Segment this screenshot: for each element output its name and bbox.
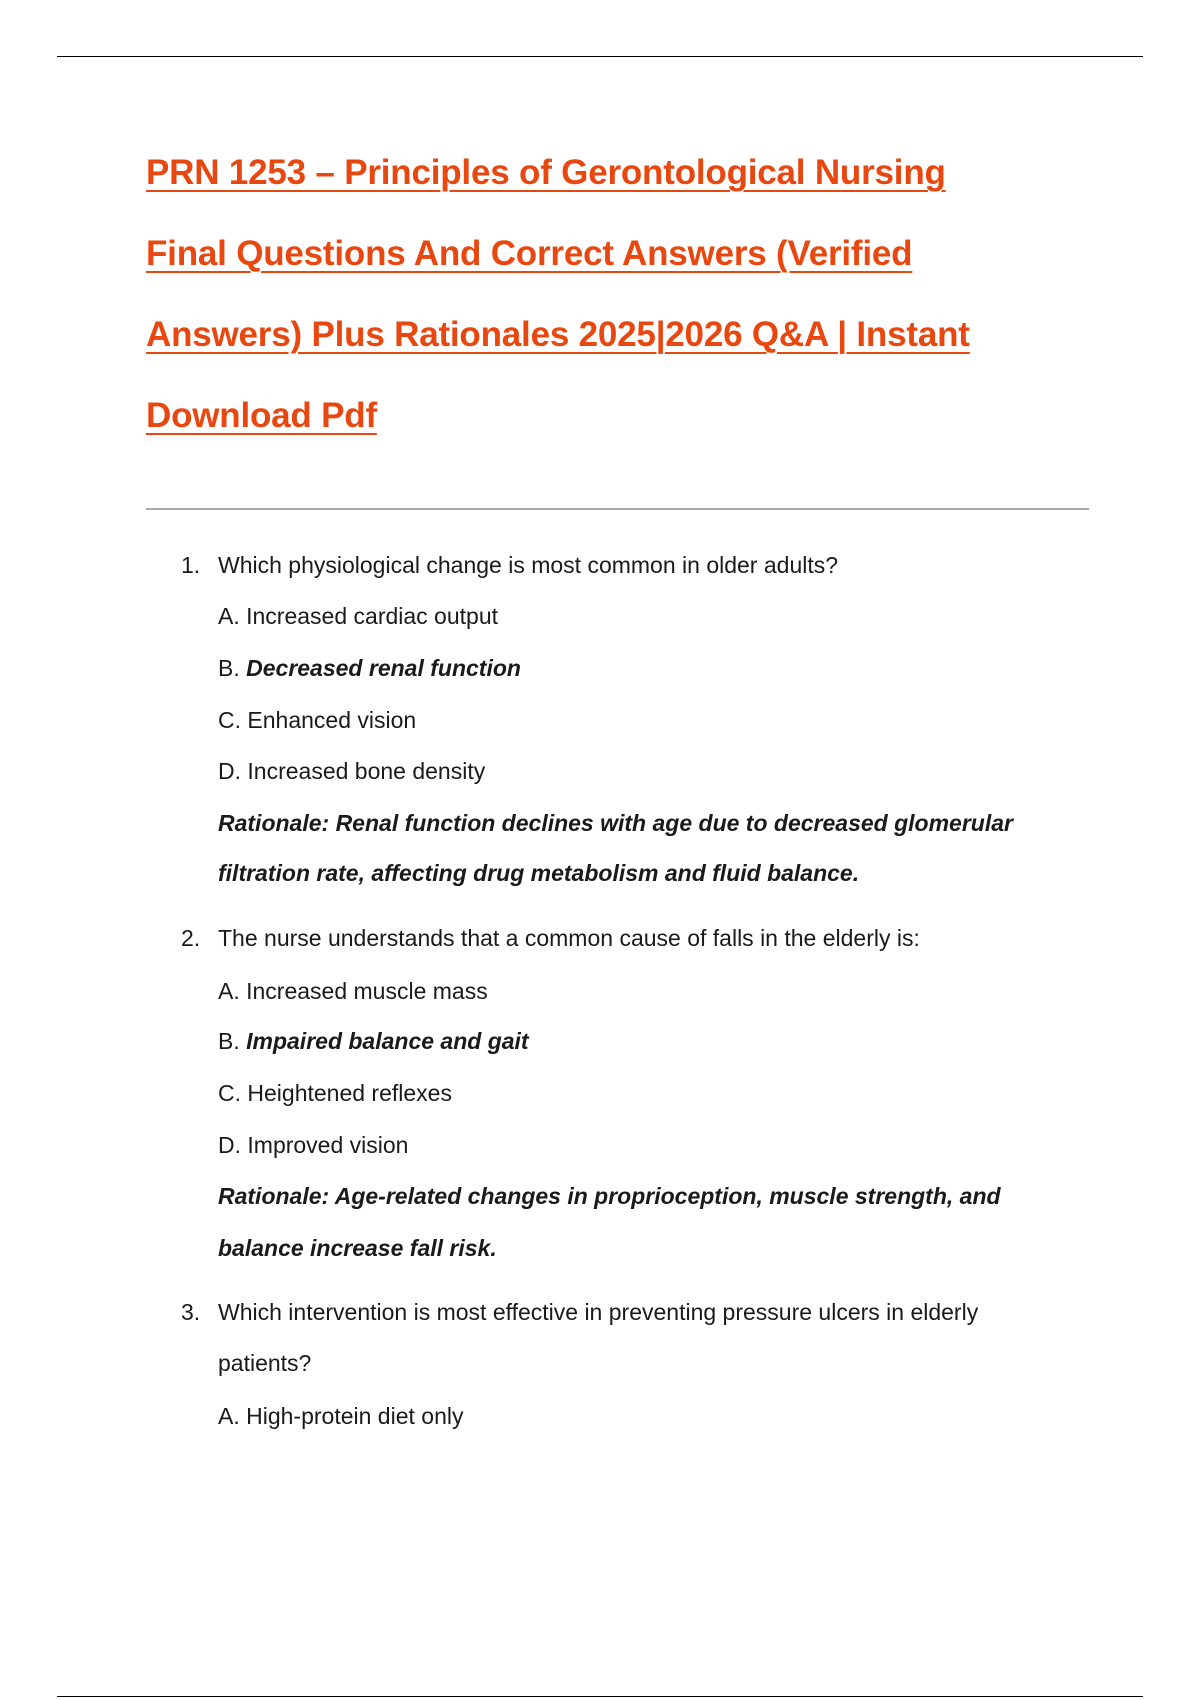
option-d: D. Increased bone density	[218, 758, 486, 784]
question-number: 3.	[181, 1299, 201, 1325]
title-line-4: Download Pdf	[146, 396, 377, 435]
question-text: Which physiological change is most common in older adults?	[218, 552, 839, 578]
question-text: The nurse understands that a common cause of falls in the elderly is:	[218, 925, 920, 951]
option-a: A. High-protein diet only	[218, 1403, 464, 1429]
option-d: D. Improved vision	[218, 1132, 409, 1158]
option-a: A. Increased cardiac output	[218, 603, 499, 629]
rationale-line-2: balance increase fall risk.	[218, 1235, 497, 1261]
question-number: 2.	[181, 925, 201, 951]
rationale-line-1: Rationale: Renal function declines with age due to decreased glomerular	[218, 810, 1013, 836]
correct-answer: Decreased renal function	[246, 655, 521, 681]
correct-answer: Impaired balance and gait	[246, 1028, 529, 1054]
option-c: C. Heightened reflexes	[218, 1080, 452, 1106]
bottom-rule	[57, 1696, 1143, 1697]
option-b: B. Decreased renal function	[218, 655, 521, 681]
title-line-2: Final Questions And Correct Answers (Verified	[146, 234, 913, 273]
option-c: C. Enhanced vision	[218, 707, 417, 733]
top-rule	[57, 56, 1143, 57]
section-divider	[146, 508, 1089, 510]
rationale-line-2: filtration rate, affecting drug metabolism and fluid balance.	[218, 860, 860, 886]
rationale-line-1: Rationale: Age-related changes in proprioception, muscle strength, and	[218, 1183, 1001, 1209]
title-line-3: Answers) Plus Rationales 2025|2026 Q&A | Instant	[146, 315, 970, 354]
question-number: 1.	[181, 552, 201, 578]
option-a: A. Increased muscle mass	[218, 978, 488, 1004]
question-text-line-1: Which intervention is most effective in preventing pressure ulcers in elderly	[218, 1299, 979, 1325]
document-title	[146, 140, 1106, 464]
question-text-line-2: patients?	[218, 1350, 312, 1376]
title-line-1: PRN 1253 – Principles of Gerontological Nursing	[146, 153, 946, 192]
option-b: B. Impaired balance and gait	[218, 1028, 529, 1054]
